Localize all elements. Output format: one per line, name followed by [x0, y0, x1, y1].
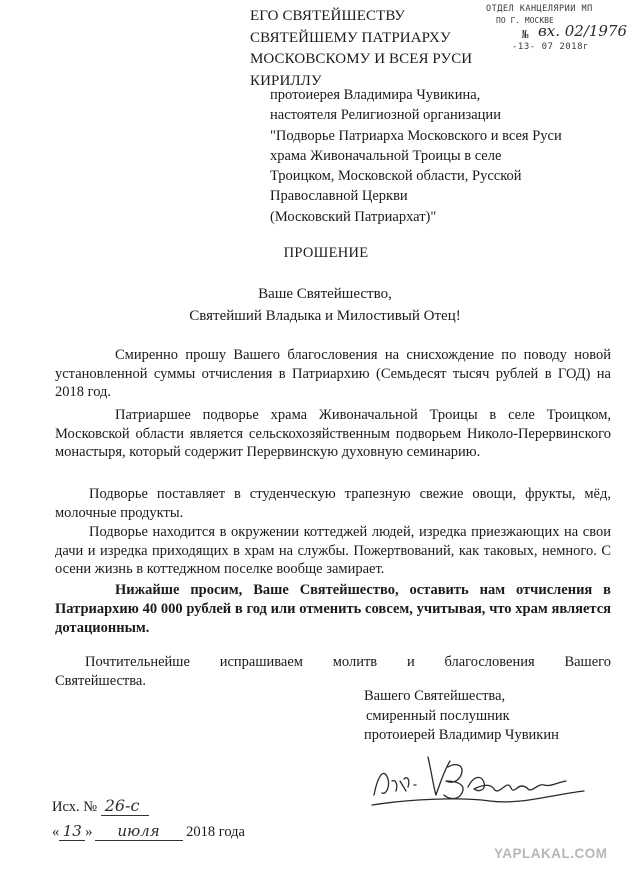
sender-block [270, 85, 562, 227]
outgoing-label: Исх. № [52, 799, 98, 815]
paragraph-blessing [55, 653, 611, 690]
sender-line: "Подворье Патриарха Московского и всея Руси [270, 127, 562, 144]
sender-line: протоиерея Владимира Чувикина, [270, 87, 481, 103]
sender-line: (Московский Патриархат)" [270, 208, 437, 225]
stamp-date: -13- 07 2018г [512, 42, 589, 52]
stamp-number-label: № [522, 28, 529, 41]
addressee-line: СВЯТЕЙШЕМУ ПАТРИАРХУ [250, 29, 451, 46]
sender-line: Православной Церкви [270, 188, 408, 205]
addressee-line: ЕГО СВЯТЕЙШЕСТВУ [250, 8, 405, 24]
paragraph-surroundings: Подворье находится в окружении коттеджей людей, изредка приезжающих на свои дачи и изредка приходящих в храм на службы. Пожертвований, как таковых, немного. С осени жизнь в коттеджном поселке вообще замирает. [55, 524, 611, 577]
document-title [0, 245, 640, 262]
sender-line: настоятеля Религиозной организации [270, 107, 501, 124]
salutation [0, 283, 640, 327]
closing-block [364, 687, 559, 746]
blessing-main: Почтительнейше испрашиваем молитв и благословения Вашего [85, 654, 611, 670]
closing-line-3: протоиерей Владимир Чувикин [364, 727, 559, 743]
closing-line-2: смиренный послушник [366, 707, 510, 724]
sender-line: Троицком, Московской области, Русской [270, 168, 522, 185]
outgoing-number [52, 796, 149, 816]
date-year: 2018 года [186, 824, 245, 840]
document-title-text: ПРОШЕНИЕ [283, 245, 369, 261]
date-month: июля [95, 822, 183, 841]
salutation-line-2: Святейший Владыка и Милостивый Отец! [189, 308, 461, 324]
addressee-line: КИРИЛЛУ [250, 72, 322, 89]
date-close-quote: » [85, 824, 93, 840]
addressee-block [250, 6, 472, 92]
sender-line: храма Живоначальной Троицы в селе [270, 147, 502, 164]
date-day: 13 [59, 822, 85, 841]
paragraph-about-podvorye: Патриаршее подворье храма Живоначальной Троицы в селе Троицком, Московской области является сельскохозяйственным подворьем Николо-Перервинского монастыря, который содержит Перервинскую духовную семинарию. [55, 407, 611, 460]
stamp-number: вх. 02/1976 [538, 22, 628, 40]
outgoing-handwritten-number: 26-с [101, 796, 149, 816]
handwritten-signature [370, 745, 590, 815]
paragraph-bold-request: Нижайше просим, Ваше Святейшество, оставить нам отчисления в Патриархию 40 000 рублей в год или отменить совсем, учитывая, что храм является дотационным. [55, 582, 611, 636]
registration-stamp [486, 2, 636, 58]
paragraph-supplies: Подворье поставляет в студенческую трапезную свежие овощи, фрукты, мёд, молочные продукты. [55, 486, 611, 521]
closing-line-1: Вашего Святейшества, [364, 688, 506, 704]
stamp-office: ОТДЕЛ КАНЦЕЛЯРИИ МП [486, 4, 593, 14]
blessing-end: Святейшества. [55, 672, 146, 689]
site-watermark: YAPLAKAL.COM [494, 846, 608, 861]
addressee-line: МОСКОВСКОМУ И ВСЕЯ РУСИ [250, 51, 473, 67]
paragraph-request: Смиренно прошу Вашего благословения на снисхождение по поводу новой установленной суммы отчисления в Патриархию (Семьдесят тысяч рублей в ГОД) на 2018 год. [55, 347, 611, 400]
date-open-quote: « [52, 824, 60, 840]
document-date [52, 822, 245, 841]
stamp-city: ПО Г. МОСКВЕ [496, 16, 554, 25]
salutation-line-1: Ваше Святейшество, [258, 286, 392, 302]
